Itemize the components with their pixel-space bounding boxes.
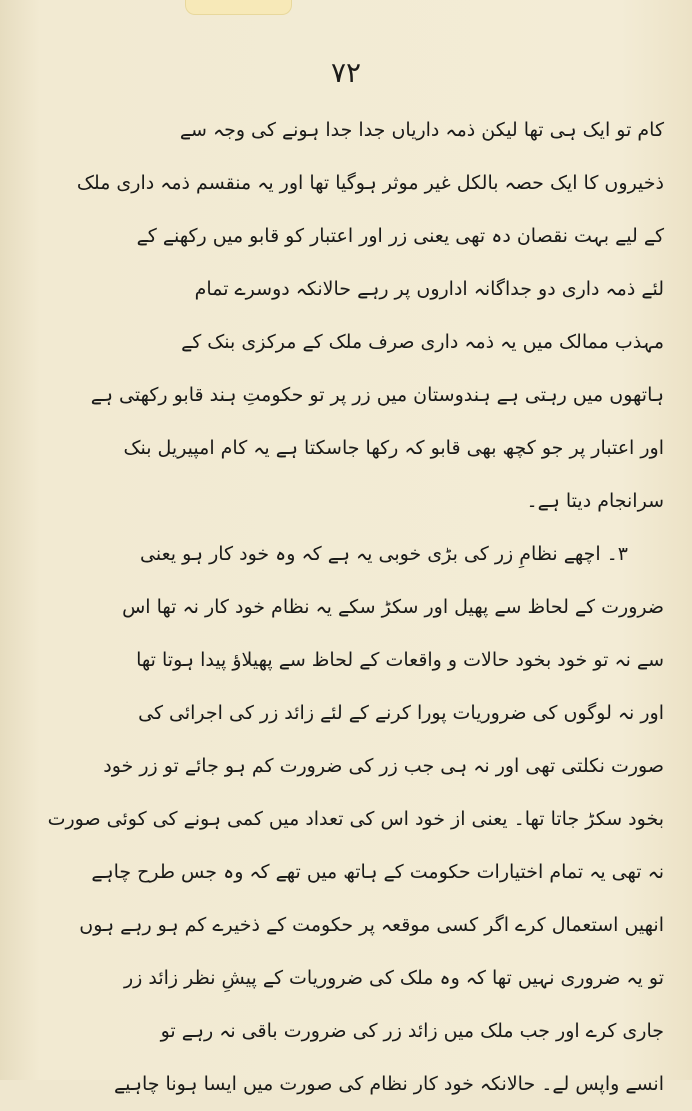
text-line: ذخیروں کا ایک حصہ بالکل غیر موثر ہوگیا تھا اور یہ منقسم ذمہ داری ملک <box>76 172 664 194</box>
text-line: صورت نکلتی تھی اور نہ ہی جب زر کی ضرورت کم ہو جائے تو زر خود <box>103 755 664 777</box>
text-line: اور نہ لوگوں کی ضروریات پورا کرنے کے لئے زائد زر کی اجرائی کی <box>138 702 664 724</box>
text-line: کام تو ایک ہی تھا لیکن ذمہ داریاں جدا جدا ہونے کی وجہ سے <box>179 119 664 141</box>
text-line: انسے واپس لے۔ حالانکہ خود کار نظام کی صورت میں ایسا ہونا چاہیے <box>113 1073 664 1095</box>
page-text <box>42 104 664 1111</box>
text-line: سرانجام دیتا ہے۔ <box>526 490 664 512</box>
text-line: انھیں استعمال کرے اگر کسی موقعہ پر حکومت کے ذخیرے کم ہو رہے ہوں <box>79 914 664 936</box>
text-line: اور اعتبار پر جو کچھ بھی قابو کہ رکھا جاسکتا ہے یہ کام امپیریل بنک <box>123 437 664 459</box>
text-line: لئے ذمہ داری دو جداگانہ اداروں پر رہے حالانکہ دوسرے تمام <box>194 278 664 300</box>
text-line: سے نہ تو خود بخود حالات و واقعات کے لحاظ سے پھیلاؤ پیدا ہوتا تھا <box>136 649 664 671</box>
page-number: ۷۲ <box>330 56 362 89</box>
text-line: ضرورت کے لحاظ سے پھیل اور سکڑ سکے یہ نظام خود کار نہ تھا اس <box>122 596 664 618</box>
text-line: تو یہ ضروری نہیں تھا کہ وہ ملک کی ضروریات کے پیشِ نظر زائد زر <box>124 967 664 989</box>
text-line: مہذب ممالک میں یہ ذمہ داری صرف ملک کے مرکزی بنک کے <box>181 331 664 353</box>
text-line: جاری کرے اور جب ملک میں زائد زر کی ضرورت باقی نہ رہے تو <box>160 1020 664 1042</box>
text-line: بخود سکڑ جاتا تھا۔ یعنی از خود اس کی تعداد میں کمی ہونے کی کوئی صورت <box>47 808 664 830</box>
paragraph-start-line: ۳۔ اچھے نظامِ زر کی بڑی خوبی یہ ہے کہ وہ خود کار ہو یعنی <box>140 543 628 565</box>
text-line: ہاتھوں میں رہتی ہے ہندوستان میں زر پر تو حکومتِ ہند قابو رکھتی ہے <box>90 384 664 406</box>
page-tab-marker <box>185 0 292 15</box>
text-line: کے لیے بہت نقصان دہ تھی یعنی زر اور اعتبار کو قابو میں رکھنے کے <box>136 225 664 247</box>
text-line: نہ تھی یہ تمام اختیارات حکومت کے ہاتھ میں تھے کہ وہ جس طرح چاہے <box>91 861 664 883</box>
